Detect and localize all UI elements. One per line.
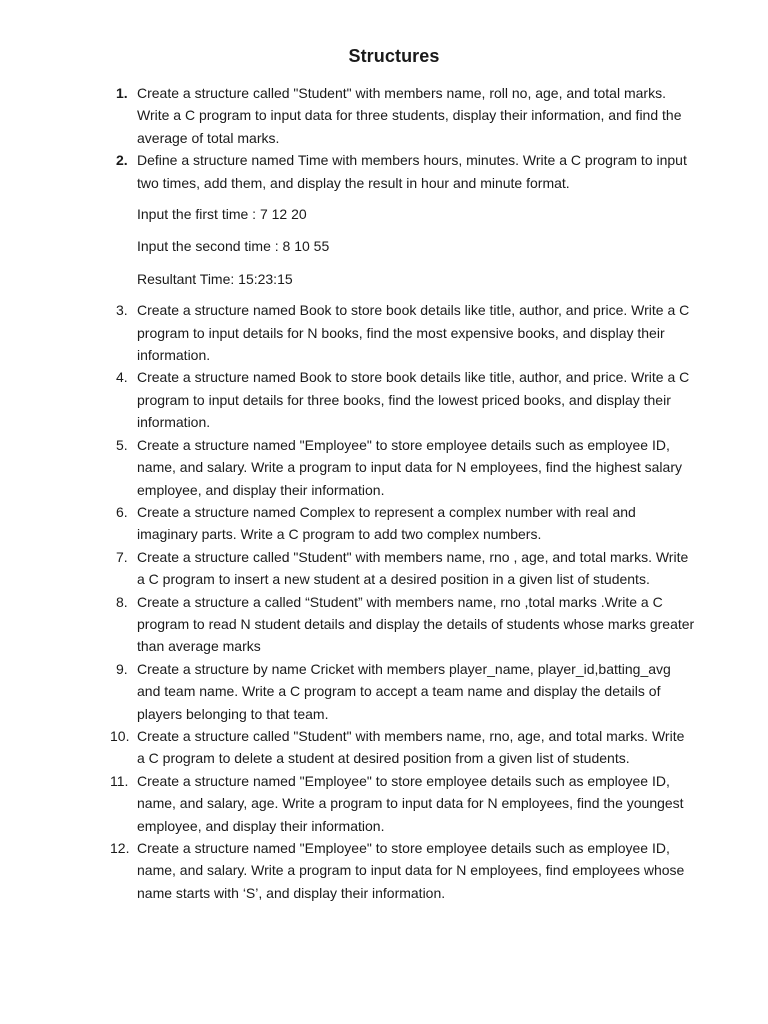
item-text: Define a structure named Time with members hours, minutes. Write a C program to input two times, add them, and display the result in hour and minute format. — [137, 152, 687, 191]
item-text: Create a structure called "Student" with members name, rno, age, and total marks. Write a C program to delete a student at desired position from a given list of students. — [137, 727, 685, 767]
list-item — [110, 770, 696, 837]
item-text: Create a structure by name Cricket with members player_name, player_id,batting_avg and team name. Write a C program to accept a team name and display the details of players belonging to that team. — [137, 660, 671, 722]
list-item — [116, 434, 696, 501]
item-number: 11. — [110, 772, 129, 789]
item-number: 3. — [116, 302, 128, 319]
list-item — [116, 591, 696, 658]
item-text: Create a structure named "Employee" to store employee details such as employee ID, name, and salary. Write a program to input data for N employees, find the highest salary employee, and display their information. — [137, 436, 682, 498]
item-number: 4. — [116, 369, 128, 386]
item-text: Create a structure named Book to store book details like title, author, and price. Write a C program to input details for three books, find the lowest priced books, and display their information. — [137, 369, 690, 431]
sample-input-line-2: Input the second time : 8 10 55 — [137, 238, 330, 255]
item-number: 8. — [116, 593, 128, 610]
item-text: Create a structure called "Student" with members name, rno , age, and total marks. Write a C program to insert a new student at a desired position in a given list of students. — [137, 548, 689, 588]
item-number: 12. — [110, 840, 130, 856]
list-item — [116, 546, 696, 591]
item-number: 5. — [116, 436, 128, 453]
item-text: Create a structure named Book to store book details like title, author, and price. Write a C program to input details for N books, find the most expensive books, and display their information. — [137, 302, 690, 364]
list-item — [116, 149, 696, 194]
spacer — [116, 290, 696, 299]
item-number: 10. — [110, 727, 130, 744]
list-item — [116, 366, 696, 433]
sample-io — [116, 203, 696, 290]
item-number: 1. — [116, 85, 128, 101]
item-number: 6. — [116, 503, 128, 520]
item-number: 7. — [116, 548, 128, 565]
item-text: Create a structure named Complex to represent a complex number with real and imaginary parts. Write a C program to add two complex numbers. — [137, 503, 636, 543]
item-text: Create a structure called "Student" with members name, roll no, age, and total marks. Write a C program to input data for three students, display their information, and find the average of total marks. — [137, 85, 682, 146]
item-number: 9. — [116, 660, 128, 677]
list-item — [116, 658, 696, 725]
list-item — [110, 725, 696, 770]
list-item — [116, 501, 696, 546]
item-text: Create a structure named "Employee" to store employee details such as employee ID, name, and salary. Write a program to input data for N employees, find employees whose name starts with ‘S’, and display their information. — [137, 840, 685, 901]
document-title: Structures — [348, 46, 440, 66]
sample-input-line-1: Input the first time : 7 12 20 — [137, 206, 307, 223]
item-text: Create a structure named "Employee" to store employee details such as employee ID, name, and salary, age. Write a program to input data for N employees, find the youngest employee, and display their information. — [137, 772, 684, 834]
list-item — [110, 837, 696, 904]
sample-result-line: Resultant Time: 15:23:15 — [137, 270, 293, 287]
item-text: Create a structure a called “Student” with members name, rno ,total marks .Write a C program to read N student details and display the details of students whose marks greater than average marks — [137, 593, 695, 655]
item-number: 2. — [116, 152, 128, 169]
list-item — [116, 299, 696, 366]
question-list — [110, 82, 696, 904]
list-item — [116, 82, 696, 149]
